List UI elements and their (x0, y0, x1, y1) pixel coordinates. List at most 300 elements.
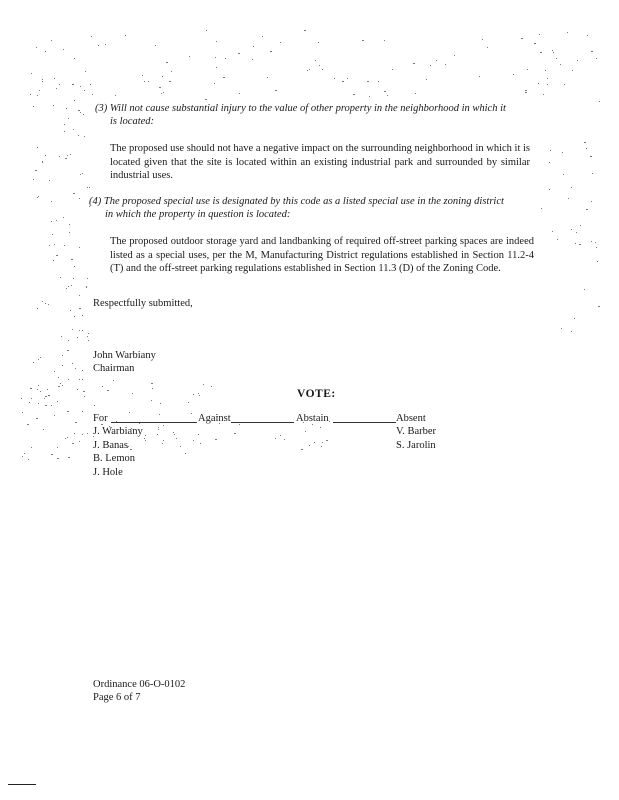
scan-speck (513, 74, 514, 75)
scan-speck (571, 229, 572, 230)
scan-speck (262, 36, 263, 37)
scan-speck (60, 383, 61, 384)
scan-speck (162, 76, 163, 77)
scan-speck (39, 90, 40, 91)
scan-speck (73, 129, 74, 130)
scan-speck (83, 391, 85, 392)
scan-speck (545, 70, 546, 71)
scan-speck (67, 350, 69, 351)
scan-speck (280, 435, 281, 436)
scan-speck (28, 459, 29, 460)
scan-speck (161, 93, 162, 94)
scan-speck (362, 40, 364, 41)
scan-speck (574, 318, 575, 319)
scan-speck (70, 310, 71, 311)
scan-speck (88, 340, 89, 341)
scan-speck (556, 58, 557, 59)
scan-speck (42, 81, 43, 82)
scan-speck (68, 457, 70, 458)
scan-speck (27, 424, 29, 425)
scan-speck (253, 46, 254, 47)
scan-speck (527, 69, 528, 70)
scan-speck (74, 316, 75, 317)
scan-speck (151, 400, 152, 401)
scan-speck (304, 30, 306, 31)
scan-speck (67, 437, 68, 438)
scan-speck (534, 43, 536, 44)
scan-speck (163, 92, 164, 93)
scan-speck (94, 405, 95, 406)
criterion-3-heading-continued: is located: (110, 116, 155, 127)
scan-speck (113, 380, 114, 381)
criterion-4-heading (89, 195, 539, 209)
scan-speck (72, 329, 73, 330)
scan-speck (479, 76, 480, 77)
criterion-4-number: (4) (89, 196, 102, 207)
scan-speck (413, 63, 415, 64)
scan-speck (80, 112, 81, 113)
scan-speck (392, 69, 393, 70)
scan-speck (71, 285, 72, 286)
scan-speck (37, 308, 38, 309)
criterion-4-heading-continued: in which the property in question is located: (105, 209, 291, 220)
scan-speck (64, 245, 65, 246)
scan-speck (436, 60, 437, 61)
scan-speck (47, 389, 48, 390)
scan-speck (64, 124, 65, 125)
scan-speck (180, 446, 181, 447)
scan-speck (82, 370, 83, 371)
scan-speck (326, 440, 328, 441)
scan-speck (597, 261, 598, 262)
scan-speck (57, 458, 59, 459)
scan-speck (35, 170, 37, 171)
scan-speck (63, 49, 64, 50)
scan-speck (82, 330, 83, 331)
scan-speck (89, 187, 90, 188)
scan-speck (80, 86, 81, 87)
scan-speck (543, 94, 544, 95)
scan-speck (563, 174, 564, 175)
scan-speck (79, 441, 80, 442)
scan-speck (305, 431, 306, 432)
scan-speck (384, 40, 385, 41)
scan-speck (73, 278, 74, 279)
scan-speck (541, 52, 542, 53)
scan-speck (567, 32, 568, 33)
scan-speck (239, 424, 240, 425)
scan-speck (92, 94, 93, 95)
scan-speck (84, 136, 85, 137)
closing-salutation: Respectfully submitted, (93, 298, 193, 309)
scan-speck (30, 94, 31, 95)
scan-speck (216, 41, 217, 42)
scan-speck (159, 87, 161, 88)
scan-speck (163, 425, 164, 426)
scan-speck (454, 55, 455, 56)
scan-speck (75, 368, 76, 369)
scan-speck (68, 286, 69, 287)
scan-speck (426, 79, 427, 80)
vote-column-absent: Absent (396, 413, 426, 424)
vote-for-list (93, 425, 143, 479)
scan-speck (445, 64, 446, 65)
scan-speck (560, 64, 561, 65)
scan-speck (82, 411, 83, 412)
scan-speck (36, 47, 37, 48)
scan-speck (384, 91, 386, 92)
scan-speck (45, 396, 47, 397)
scan-speck (30, 388, 32, 389)
scan-speck (72, 443, 74, 444)
scan-speck (239, 93, 240, 94)
scan-speck (61, 336, 62, 337)
scan-speck (62, 365, 63, 366)
scan-speck (155, 45, 156, 46)
scan-speck (78, 135, 79, 136)
scan-speck (525, 90, 527, 91)
scan-speck (51, 201, 52, 202)
scan-speck (102, 386, 103, 387)
scan-speck (309, 445, 310, 446)
scan-speck (79, 330, 80, 331)
scan-speck (29, 402, 30, 403)
scan-speck (22, 456, 23, 457)
scan-speck (54, 371, 55, 372)
scan-speck (63, 217, 64, 218)
scan-speck (31, 398, 32, 399)
vote-title: VOTE: (297, 388, 336, 400)
scan-speck (56, 220, 57, 221)
scan-speck (87, 433, 88, 434)
scan-speck (176, 438, 177, 439)
scan-speck (42, 301, 43, 302)
scan-speck (56, 88, 57, 89)
scan-speck (193, 440, 194, 441)
scan-speck (86, 287, 87, 288)
scan-speck (98, 45, 99, 46)
scan-speck (538, 83, 539, 84)
vote-for-member: J. Hole (93, 466, 123, 478)
scan-speck (185, 453, 186, 454)
scan-speck (550, 150, 551, 151)
scan-speck (56, 255, 58, 256)
scan-speck (173, 432, 174, 433)
scan-speck (575, 243, 576, 244)
scan-speck (62, 385, 63, 386)
scan-speck (66, 288, 67, 289)
scan-speck (54, 78, 55, 79)
scan-speck (216, 67, 217, 68)
scan-speck (552, 231, 553, 232)
criterion-3-heading (95, 102, 535, 116)
scan-speck (42, 79, 43, 80)
scan-speck (51, 405, 52, 406)
scan-speck (206, 30, 207, 31)
scan-speck (43, 429, 44, 430)
scan-speck (74, 58, 75, 59)
scan-speck (347, 78, 348, 79)
scan-speck (58, 377, 59, 378)
scan-speck (318, 42, 319, 43)
scan-speck (171, 71, 172, 72)
scan-speck (525, 92, 527, 93)
scan-speck (31, 73, 32, 74)
scan-speck (22, 412, 23, 413)
scan-speck (487, 47, 488, 48)
scan-speck (107, 390, 109, 391)
scan-speck (84, 90, 85, 91)
scan-speck (38, 359, 39, 360)
scan-speck (145, 435, 146, 436)
scan-speck (54, 244, 55, 245)
scan-speck (322, 442, 323, 443)
scan-speck (40, 391, 41, 392)
scan-speck (75, 422, 77, 423)
scan-speck (329, 421, 330, 422)
scan-speck (105, 44, 106, 45)
scan-speck (157, 434, 158, 435)
scan-speck (31, 447, 32, 448)
scan-speck (211, 386, 212, 387)
scan-speck (321, 446, 322, 447)
scan-speck (205, 99, 207, 100)
vote-column-for: For (93, 413, 108, 424)
scan-speck (553, 52, 554, 53)
vote-absent-list (396, 425, 436, 452)
scan-speck (74, 433, 75, 434)
footer-ordinance: Ordinance 06-O-0102 (93, 679, 186, 690)
scan-speck (24, 453, 25, 454)
scan-speck (252, 59, 253, 60)
scan-speck (158, 429, 159, 430)
scan-speck (91, 36, 92, 37)
scan-speck (42, 162, 43, 163)
scan-speck (33, 179, 34, 180)
scan-speck (37, 197, 38, 198)
scan-speck (539, 34, 540, 35)
scan-speck (73, 193, 75, 194)
scan-speck (199, 395, 200, 396)
criterion-3-response: The proposed use should not have a negative impact on the surrounding neighborhood in which it is located given that the site is located within an existing industrial park and surrounded by similar industrial uses. (110, 143, 530, 181)
scan-speck (51, 40, 52, 41)
scan-speck (79, 379, 80, 380)
scan-speck (596, 247, 597, 248)
scan-speck (129, 412, 130, 413)
scan-speck (71, 259, 73, 260)
scan-speck (284, 439, 285, 440)
scan-speck (66, 108, 67, 109)
scan-speck (267, 77, 268, 78)
scan-speck (144, 81, 145, 82)
scan-speck (159, 414, 160, 415)
scan-speck (79, 247, 80, 248)
scan-speck (45, 303, 46, 304)
scan-speck (90, 84, 91, 85)
scan-speck (158, 427, 159, 428)
scan-speck (33, 362, 34, 363)
scan-speck (322, 69, 323, 70)
scan-speck (188, 402, 189, 403)
scan-speck (238, 53, 240, 54)
scan-speck (547, 78, 548, 79)
footer-page-number: Page 6 of 7 (93, 692, 141, 703)
scan-speck (68, 340, 69, 341)
scan-speck (367, 81, 369, 82)
scan-speck (59, 84, 60, 85)
scan-speck (314, 442, 315, 443)
scan-speck (69, 232, 70, 233)
scan-speck (595, 242, 596, 243)
scan-edge-mark (8, 784, 36, 785)
scan-speck (579, 244, 581, 245)
scan-speck (234, 433, 236, 434)
scan-speck (562, 152, 563, 153)
scan-speck (174, 434, 175, 435)
scan-speck (309, 69, 310, 70)
scan-speck (67, 411, 69, 412)
scan-speck (591, 241, 592, 242)
scan-speck (51, 454, 53, 455)
signer-name: John Warbiany (93, 350, 156, 361)
scan-speck (571, 187, 572, 188)
scan-speck (319, 65, 320, 66)
scan-speck (72, 363, 73, 364)
scan-speck (79, 308, 81, 309)
scan-speck (587, 35, 588, 36)
scan-speck (571, 331, 572, 332)
scan-speck (53, 105, 54, 106)
vote-column-against: Against (198, 413, 231, 424)
scan-speck (166, 62, 168, 63)
scan-speck (38, 196, 39, 197)
criterion-3-number: (3) (95, 103, 108, 114)
scan-speck (561, 328, 562, 329)
scan-speck (152, 388, 153, 389)
scan-speck (142, 75, 143, 76)
scan-speck (79, 295, 80, 296)
scan-speck (552, 50, 553, 51)
scan-speck (54, 415, 55, 416)
scan-speck (592, 173, 593, 174)
scan-speck (198, 393, 199, 394)
scan-speck (58, 386, 60, 387)
scan-speck (60, 277, 61, 278)
scan-speck (160, 403, 161, 404)
scan-speck (49, 245, 50, 246)
scan-speck (584, 289, 585, 290)
scan-speck (572, 70, 573, 71)
scan-speck (115, 95, 116, 96)
scan-speck (151, 383, 153, 384)
scan-speck (65, 438, 66, 439)
scan-speck (301, 449, 303, 450)
scan-speck (64, 131, 65, 132)
scan-speck (51, 221, 52, 222)
scan-speck (193, 394, 194, 395)
scan-speck (591, 201, 592, 202)
vote-absent-member: V. Barber (396, 426, 437, 437)
scan-speck (584, 142, 586, 143)
scan-speck (378, 81, 379, 82)
scan-speck (84, 396, 85, 397)
scan-speck (215, 439, 217, 440)
scan-speck (549, 189, 550, 190)
scan-speck (48, 304, 49, 305)
scan-speck (547, 84, 548, 85)
scan-speck (88, 333, 89, 334)
criterion-4-heading-line1: The proposed special use is designated by this code as a listed special use in the zoning district (103, 196, 504, 207)
scan-speck (132, 393, 133, 394)
vote-for-member: J. Warbiany (93, 426, 143, 437)
scan-speck (580, 225, 581, 226)
scan-speck (74, 100, 75, 101)
vote-for-member: J. Banas (93, 439, 128, 451)
scan-speck (590, 156, 592, 157)
scan-speck (415, 93, 416, 94)
vote-column-abstain: Abstain (296, 413, 329, 424)
scan-speck (576, 232, 577, 233)
scan-speck (430, 65, 431, 66)
vote-line-abstain (333, 422, 396, 423)
scan-speck (144, 438, 145, 439)
scan-speck (45, 51, 46, 52)
scan-speck (21, 398, 22, 399)
scan-speck (541, 208, 542, 209)
scan-speck (596, 58, 597, 59)
scan-speck (125, 35, 126, 36)
scan-speck (70, 154, 71, 155)
scan-speck (68, 379, 69, 380)
scan-speck (549, 162, 550, 163)
scan-speck (139, 423, 140, 424)
scan-speck (87, 336, 88, 337)
scan-speck (82, 315, 83, 316)
scan-speck (191, 413, 192, 414)
scan-speck (72, 84, 74, 85)
scan-speck (68, 118, 69, 119)
scan-speck (83, 114, 84, 115)
scan-speck (189, 56, 190, 57)
scan-speck (577, 60, 578, 61)
scan-speck (82, 434, 83, 435)
scan-speck (45, 405, 47, 406)
scan-speck (62, 355, 63, 356)
scan-speck (586, 209, 588, 210)
scan-speck (200, 443, 201, 444)
scan-speck (198, 434, 199, 435)
scan-speck (59, 156, 60, 157)
scan-speck (45, 155, 46, 156)
scan-speck (37, 95, 38, 96)
scan-speck (79, 198, 80, 199)
scan-speck (353, 94, 355, 95)
vote-line-against (231, 422, 294, 423)
scan-speck (38, 385, 39, 386)
scan-speck (591, 51, 593, 52)
scan-speck (40, 357, 41, 358)
scan-speck (203, 384, 204, 385)
scan-speck (82, 379, 83, 380)
scan-speck (275, 438, 276, 439)
scan-speck (48, 395, 50, 396)
scan-speck (315, 60, 316, 61)
scan-speck (586, 148, 587, 149)
scan-speck (307, 70, 308, 71)
scan-speck (148, 81, 149, 82)
vote-absent-member: S. Jarolin (396, 439, 436, 451)
scan-speck (67, 155, 68, 156)
